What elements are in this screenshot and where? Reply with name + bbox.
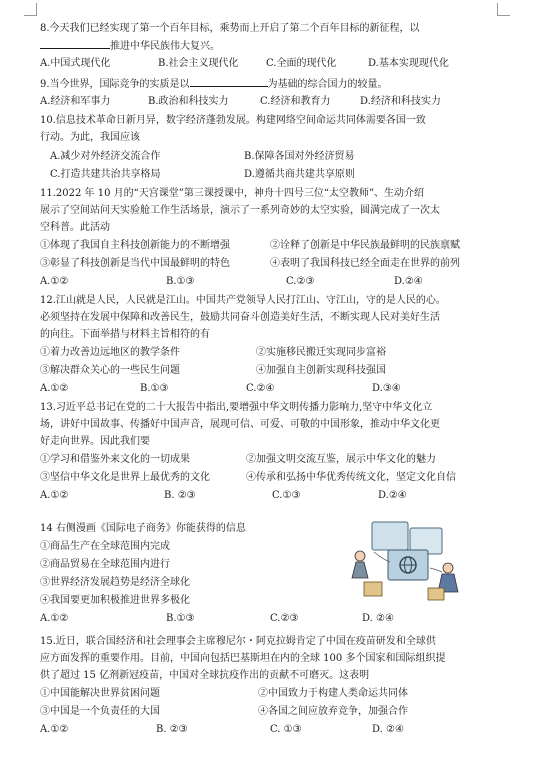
q13-option-c: C.①③ [272,490,301,501]
q9-option-a: A.经济和军事力 [40,96,111,107]
q14-item-4: ④我国要更加积极推进世界多极化 [40,595,190,606]
crop-mark-top-right [497,3,510,16]
q13-option-b: B. ②③ [164,490,196,501]
q8-stem: 8.今天我们已经实现了第一个百年目标，乘势而上开启了第二个百年目标的新征程，以 [40,23,420,34]
q10-option-c: C.打造共建共治共享格局 [50,169,161,180]
q15-item-2: ②中国致力于构建人类命运共同体 [258,688,408,699]
q10-option-b: B.保障各国对外经济贸易 [244,151,355,162]
q15-option-d: D. ②④ [372,724,404,735]
answer-blank [40,38,110,49]
q15-item-1: ①中国能解决世界贫困问题 [40,688,160,699]
q10-stem-line-2: 行动。为此，我国应该 [40,132,140,143]
person-figure-icon [443,563,453,573]
q9-stem: 9.当今世界，国际竞争的实质是以 为基础的综合国力的较量。 [40,76,500,92]
q14-option-d: D. ②④ [362,613,394,624]
q14-item-2: ②商品贸易在全球范围内进行 [40,559,170,570]
q8-option-a: A.中国式现代化 [40,58,111,69]
q11-option-b: B.①③ [166,276,195,287]
q8-option-b: B.社会主义现代化 [158,58,239,69]
q12-item-1: ①着力改善边远地区的教学条件 [40,347,180,358]
q13-option-a: A.①② [40,490,69,501]
q13-item-2: ②加强文明交流互鉴，展示中华文化的魅力 [246,454,436,465]
q11-item-2: ②诠释了创新是中华民族最鲜明的民族禀赋 [270,240,460,251]
q12-option-a: A.①② [40,383,69,394]
q11-stem-line-1: 11.2022 年 10 月的“天宫课堂”第三课授课中，神舟十四号三位“太空教师”、生动介绍 [40,188,425,199]
q11-option-c: C.②③ [286,276,315,287]
q13-option-d: D.②④ [378,490,407,501]
q8-stem-cont: 推进中华民族伟大复兴。 [40,38,500,54]
q9-option-c: C.经济和教育力 [260,96,331,107]
q12-item-2: ②实施移民搬迁实现同步富裕 [256,347,386,358]
q13-item-1: ①学习和借鉴外来文化的一切成果 [40,454,190,465]
monitor-icon [372,522,408,550]
q10-stem-line-1: 10.信息技术革命日新月异，数字经济蓬勃发展。构建网络空间命运共同体需要各国一致 [40,115,426,126]
person-figure-icon [355,551,365,561]
q13-stem-line-3: 好走向世界。因此我们要 [40,436,150,447]
q12-item-4: ④加强自主创新实现科技强国 [256,365,386,376]
q13-item-3: ③坚信中华文化是世界上最优秀的文化 [40,472,210,483]
q13-item-4: ④传承和弘扬中华优秀传统文化，坚定文化自信 [246,472,456,483]
package-box-icon [428,588,444,600]
q10-option-d: D.遵循共商共建共享原则 [244,169,355,180]
q10-option-a: A.减少对外经济交流合作 [50,151,161,162]
q14-option-a: A.①② [40,613,69,624]
q12-option-d: D.③④ [372,383,401,394]
q12-option-b: B.①③ [140,383,169,394]
q15-item-4: ④各国之间应放弃竞争，加强合作 [258,706,408,717]
q9-option-d: D.经济和科技实力 [360,96,441,107]
q15-option-b: B. ②③ [156,724,188,735]
q14-option-c: C.②③ [270,613,299,624]
q8-option-d: D.基本实现现代化 [368,58,449,69]
answer-blank [190,76,268,87]
q12-stem-line-3: 的向往。下面举措与材料主旨相符的有 [40,329,210,340]
q14-item-3: ③世界经济发展趋势是经济全球化 [40,577,190,588]
q13-stem-line-1: 13.习近平总书记在党的二十大报告中指出,要增强中华文明传播力影响力,坚守中华文化立 [40,402,433,413]
q14-item-1: ①商品生产在全球范围内完成 [40,541,170,552]
q8-option-c: C.全面的现代化 [266,58,337,69]
q9-option-b: B.政治和科技实力 [148,96,229,107]
q15-stem-line-1: 15.近日，联合国经济和社会理事会主席穆尼尔・阿克拉姆肯定了中国在疫苗研发和全球供 [40,636,436,647]
q14-option-b: B.①③ [166,613,195,624]
crop-mark-top-left [24,3,37,16]
q12-option-c: C.②④ [246,383,275,394]
q11-stem-line-3: 空科普。此活动 [40,222,110,233]
q15-stem-line-2: 应方面发挥的重要作用。目前，中国向包括巴基斯坦在内的全球 100 多个国家和国际组织提 [40,653,446,664]
q11-option-d: D.②④ [394,276,423,287]
q15-stem-line-3: 供了超过 15 亿剂新冠疫苗，中国对全球抗疫作出的贡献不可磨灭。这表明 [40,670,370,681]
package-box-icon [364,582,382,596]
q15-item-3: ③中国是一个负责任的大国 [40,706,160,717]
q12-stem-line-1: 12.江山就是人民，人民就是江山。中国共产党领导人民打江山、守江山，守的是人民的心。 [40,295,446,306]
q11-item-1: ①体现了我国自主科技创新能力的不断增强 [40,240,230,251]
q11-item-4: ④表明了我国科技已经全面走在世界的前列 [270,258,460,269]
q11-option-a: A.①② [40,276,69,287]
q11-stem-line-2: 展示了空间站问天实验舱工作生活场景，演示了一系列奇妙的太空实验，圆满完成了一次太 [40,205,440,216]
q12-item-3: ③解决群众关心的一些民生问题 [40,365,180,376]
q12-stem-line-2: 必须坚持在发展中保障和改善民生，鼓励共同奋斗创造美好生活，不断实现人民对美好生活 [40,312,440,323]
q15-option-c: C. ①③ [270,724,302,735]
q13-stem-line-2: 场，讲好中国故事、传播好中国声音，展现可信、可爱、可敬的中国形象，推动中华文化更 [40,419,440,430]
q14-stem: 14 右侧漫画《国际电子商务》你能获得的信息 [40,523,246,534]
ecommerce-cartoon-image [344,516,470,604]
q15-option-a: A.①② [40,724,69,735]
q11-item-3: ③彰显了科技创新是当代中国最鲜明的特色 [40,258,230,269]
